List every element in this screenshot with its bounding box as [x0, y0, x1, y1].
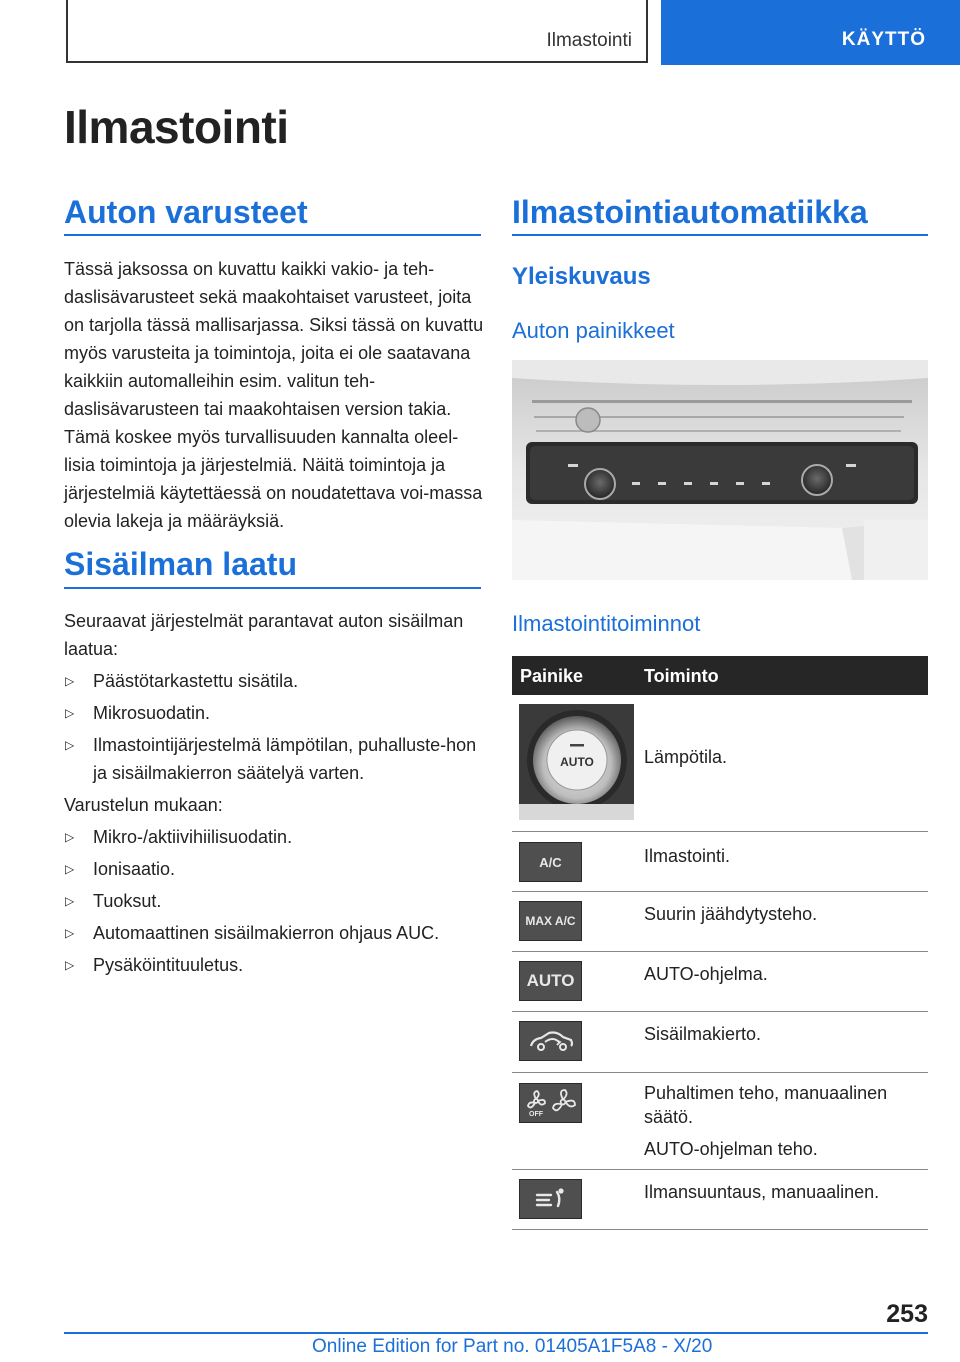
heading-car-buttons: Auton painikkeet: [512, 318, 675, 343]
header-chapter-label: KÄYTTÖ: [841, 29, 926, 50]
equipment-paragraph: Tässä jaksossa on kuvattu kaikki vakio- ja teh-daslisävarusteet sekä maakohtaiset varusteet, joita on tarjolla tässä mallisarjassa. Siksi tässä on kuvattu myös varusteita ja toimintoja, joita ei ole saatavana kaikkiin automalleihin esim. valitun teh-daslisävarusteen tai maakohtaisen version takia. Tämä koskee myös turvallisuuden kannalta oleel-lisia toimintoja ja järjestelmiä. Näitä toimintoja ja järjestelmiä käytettäessä on noudatettava voi-massa olevia lakeja ja määräyksiä.: [64, 259, 484, 531]
bullet-triangle-icon: ▷: [65, 830, 75, 844]
heading-rule: [64, 234, 481, 236]
bullet-triangle-icon: ▷: [65, 862, 75, 876]
heading-climate-functions: Ilmastointitoiminnot: [512, 611, 701, 636]
bullet-triangle-icon: ▷: [65, 926, 75, 940]
function-text: Puhaltimen teho, manuaalinen säätö. AUTO-ohjelman teho.: [644, 1083, 888, 1159]
heading-overview: Yleiskuvaus: [512, 263, 651, 290]
heading-rule: [512, 234, 928, 236]
function-text: AUTO-ohjelma.: [644, 964, 768, 984]
table-row: [512, 695, 928, 832]
climate-panel-photo: [512, 360, 928, 580]
function-text: Suurin jäähdytysteho.: [644, 904, 818, 924]
column-header-button: Painike: [520, 666, 584, 686]
function-text: Sisäilmakierto.: [644, 1024, 762, 1044]
list-item: ▷ Mikro-/aktiivihiilisuodatin.: [64, 823, 484, 851]
table-header: [512, 656, 928, 695]
bullet-triangle-icon: ▷: [65, 706, 75, 720]
air-list: [64, 667, 484, 787]
max-ac-button-icon: MAX A/C: [519, 901, 582, 941]
page-number: 253: [886, 1300, 928, 1328]
recirculation-icon: [519, 1021, 582, 1061]
page-title: Ilmastointi: [64, 101, 289, 153]
table-row: [512, 1073, 928, 1170]
function-text: Lämpötila.: [644, 747, 728, 767]
list-item: ▷ Ilmastointijärjestelmä lämpötilan, puhalluste-hon ja sisäilmakierron säätelyä varten.: [64, 731, 484, 787]
footer-rule: [64, 1332, 928, 1334]
heading-rule: [64, 587, 481, 589]
svg-text:AUTO: AUTO: [560, 755, 594, 769]
list-item: ▷ Automaattinen sisäilmakierron ohjaus AUC.: [64, 919, 484, 947]
list-item: ▷ Ionisaatio.: [64, 855, 484, 883]
ac-button-icon: A/C: [519, 842, 582, 882]
bullet-triangle-icon: ▷: [65, 958, 75, 972]
table-row: [512, 892, 928, 952]
header-section-tab: [66, 0, 648, 63]
equip-note: Varustelun mukaan:: [64, 795, 223, 815]
bullet-triangle-icon: ▷: [65, 738, 75, 752]
functions-table: [512, 656, 928, 1230]
heading-equipment: Auton varusteet: [64, 194, 308, 230]
table-row: [512, 832, 928, 892]
list-item: ▷ Mikrosuodatin.: [64, 699, 484, 727]
column-header-function: Toiminto: [644, 666, 719, 686]
bullet-triangle-icon: ▷: [65, 674, 75, 688]
header-chapter-tab: [661, 0, 960, 65]
temperature-knob-icon: [519, 704, 634, 820]
bullet-triangle-icon: ▷: [65, 894, 75, 908]
footer-edition: Online Edition for Part no. 01405A1F5A8 - X/20: [312, 1336, 713, 1357]
svg-text:OFF: OFF: [528, 1111, 543, 1118]
function-text: Ilmansuuntaus, manuaalinen.: [644, 1182, 880, 1202]
air-distribution-icon: [519, 1179, 582, 1219]
fan-speed-icon: [519, 1083, 582, 1123]
list-item: ▷ Tuoksut.: [64, 887, 484, 915]
table-row: [512, 952, 928, 1012]
auto-button-icon: AUTO: [519, 961, 582, 1001]
list-item: ▷ Pysäköintituuletus.: [64, 951, 484, 979]
equip-list: [64, 823, 484, 979]
function-text: Ilmastointi.: [644, 846, 731, 866]
air-quality-section: [64, 607, 484, 979]
equipment-section: [64, 255, 484, 535]
list-item: ▷ Päästötarkastettu sisätila.: [64, 667, 484, 695]
table-row: [512, 1170, 928, 1230]
air-intro: Seuraavat järjestelmät parantavat auton sisäilman laatua:: [64, 611, 464, 659]
heading-air-quality: Sisäilman laatu: [64, 546, 297, 582]
table-row: [512, 1012, 928, 1073]
heading-climate-automatic: Ilmastointiautomatiikka: [512, 194, 868, 230]
header-section-label: Ilmastointi: [546, 30, 632, 51]
